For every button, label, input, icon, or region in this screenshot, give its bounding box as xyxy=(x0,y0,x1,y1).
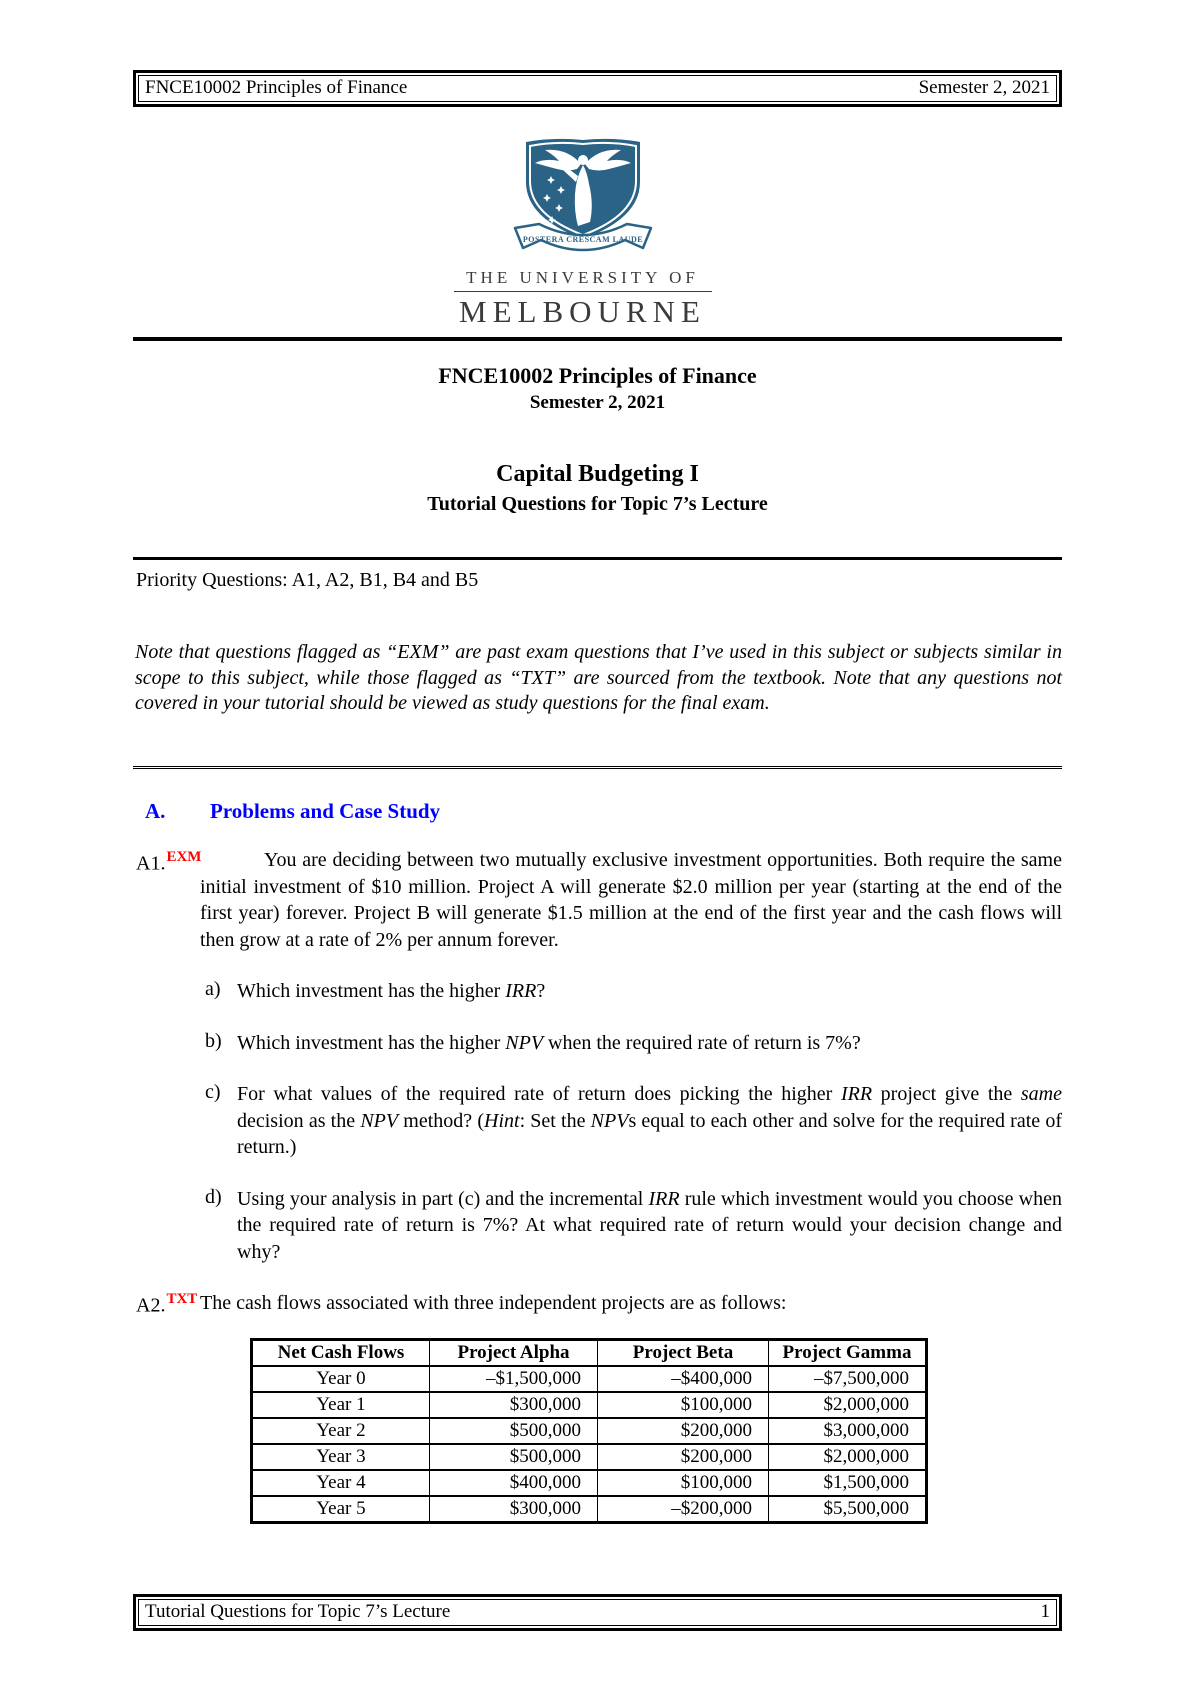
table-row xyxy=(252,1444,927,1470)
subitem-text: Using your analysis in part (c) and the incremental IRR rule which investment would you choose when the required rate of return is 7%? At what required rate of return would your decision change and why? xyxy=(237,1187,1062,1263)
subitem-text: Which investment has the higher NPV when the required rate of return is 7%? xyxy=(237,1031,861,1054)
wordmark-line1: THE UNIVERSITY OF xyxy=(466,268,699,287)
footer-title: Tutorial Questions for Topic 7’s Lecture xyxy=(145,1601,451,1622)
amount-cell: –$200,000 xyxy=(598,1496,769,1523)
table-row xyxy=(252,1496,927,1523)
table-row xyxy=(252,1366,927,1392)
year-cell: Year 1 xyxy=(252,1392,430,1418)
amount-cell: $500,000 xyxy=(430,1444,598,1470)
subitem-marker: c) xyxy=(205,1081,221,1103)
question-subitem xyxy=(205,1030,1062,1057)
question-subitem xyxy=(205,1081,1062,1161)
table-row xyxy=(252,1418,927,1444)
cash-flows-table xyxy=(250,1338,928,1524)
year-cell: Year 5 xyxy=(252,1496,430,1523)
year-cell: Year 0 xyxy=(252,1366,430,1392)
year-cell: Year 3 xyxy=(252,1444,430,1470)
crest-motto: POSTERA CRESCAM LAUDE xyxy=(522,235,643,244)
question-subitem xyxy=(205,1186,1062,1266)
amount-cell: $100,000 xyxy=(598,1392,769,1418)
amount-cell: –$1,500,000 xyxy=(430,1366,598,1392)
question-a2-text: The cash flows associated with three independent projects are as follows: xyxy=(200,1292,787,1314)
amount-cell: –$7,500,000 xyxy=(769,1366,927,1392)
amount-cell: $400,000 xyxy=(430,1470,598,1496)
amount-cell: $2,000,000 xyxy=(769,1444,927,1470)
subitem-marker: d) xyxy=(205,1185,222,1208)
header-course-title: FNCE10002 Principles of Finance xyxy=(145,77,408,98)
amount-cell: $300,000 xyxy=(430,1392,598,1418)
divider-above-priority xyxy=(133,557,1062,560)
wordmark-line2: MELBOURNE xyxy=(459,294,706,329)
note-paragraph: Note that questions flagged as “EXM” are past exam questions that I’ve used in this subject or subjects similar in scope to this subject, while those flagged as “TXT” are sourced from the textbook. Note that any questions not covered in your tutorial should be viewed as study questions for the final exam. xyxy=(135,641,1062,714)
university-crest-icon xyxy=(493,136,673,264)
divider-below-logo xyxy=(133,337,1062,341)
table-row xyxy=(252,1392,927,1418)
amount-cell: $200,000 xyxy=(598,1444,769,1470)
table-column-header: Project Beta xyxy=(598,1340,769,1367)
page-header xyxy=(133,70,1062,107)
subitem-marker: b) xyxy=(205,1029,222,1052)
amount-cell: $500,000 xyxy=(430,1418,598,1444)
subitem-text: Which investment has the higher IRR? xyxy=(237,980,546,1002)
doc-title-subtitle: Tutorial Questions for Topic 7’s Lecture xyxy=(427,493,768,515)
table-column-header: Project Gamma xyxy=(769,1340,927,1367)
subitem-text: For what values of the required rate of return does picking the higher IRR project give the same decision as the NPV method? (Hint: Set the NPVs equal to each other and solve for the required rate of return.) xyxy=(237,1083,1062,1158)
question-a1-subitems xyxy=(205,978,1062,1290)
divider-above-section-a xyxy=(133,766,1062,769)
doc-title-semester: Semester 2, 2021 xyxy=(529,392,666,413)
university-logo xyxy=(430,136,735,330)
priority-questions-line: Priority Questions: A1, A2, B1, B4 and B5 xyxy=(136,569,479,591)
subitem-marker: a) xyxy=(205,978,221,1000)
amount-cell: $5,500,000 xyxy=(769,1496,927,1523)
header-semester: Semester 2, 2021 xyxy=(918,77,1050,98)
amount-cell: $100,000 xyxy=(598,1470,769,1496)
table-row xyxy=(252,1470,927,1496)
table-header-row xyxy=(252,1340,927,1367)
doc-title-topic: Capital Budgeting I xyxy=(496,461,699,487)
exam-flag: EXM xyxy=(166,849,202,865)
section-a-title: Problems and Case Study xyxy=(210,799,441,823)
question-a2-label: A2.$^{TXT}$ xyxy=(136,1291,198,1317)
amount-cell: $2,000,000 xyxy=(769,1392,927,1418)
section-a-label: A. xyxy=(145,799,166,823)
amount-cell: $300,000 xyxy=(430,1496,598,1523)
textbook-flag: TXT xyxy=(166,1291,198,1307)
year-cell: Year 4 xyxy=(252,1470,430,1496)
amount-cell: –$400,000 xyxy=(598,1366,769,1392)
doc-title-course: FNCE10002 Principles of Finance xyxy=(438,363,757,388)
question-subitem xyxy=(205,978,1062,1005)
question-a1-label: A1.$^{EXM}$ xyxy=(136,849,202,875)
table-column-header: Project Alpha xyxy=(430,1340,598,1367)
footer-page-number: 1 xyxy=(1040,1601,1050,1622)
year-cell: Year 2 xyxy=(252,1418,430,1444)
page-footer xyxy=(133,1594,1062,1631)
table-column-header: Net Cash Flows xyxy=(252,1340,430,1367)
title-block xyxy=(133,362,1062,517)
wordmark-divider xyxy=(454,291,712,292)
section-a-heading xyxy=(145,799,441,824)
amount-cell: $3,000,000 xyxy=(769,1418,927,1444)
amount-cell: $1,500,000 xyxy=(769,1470,927,1496)
question-a1-text: You are deciding between two mutually exclusive investment opportunities. Both require the same initial investment of $10 million. Project A will generate $2.0 million per year (starting at the end of the first year) forever. Project B will generate $1.5 million at the end of the first year and the cash flows will then grow at a rate of 2% per annum forever. xyxy=(200,849,1062,951)
amount-cell: $200,000 xyxy=(598,1418,769,1444)
